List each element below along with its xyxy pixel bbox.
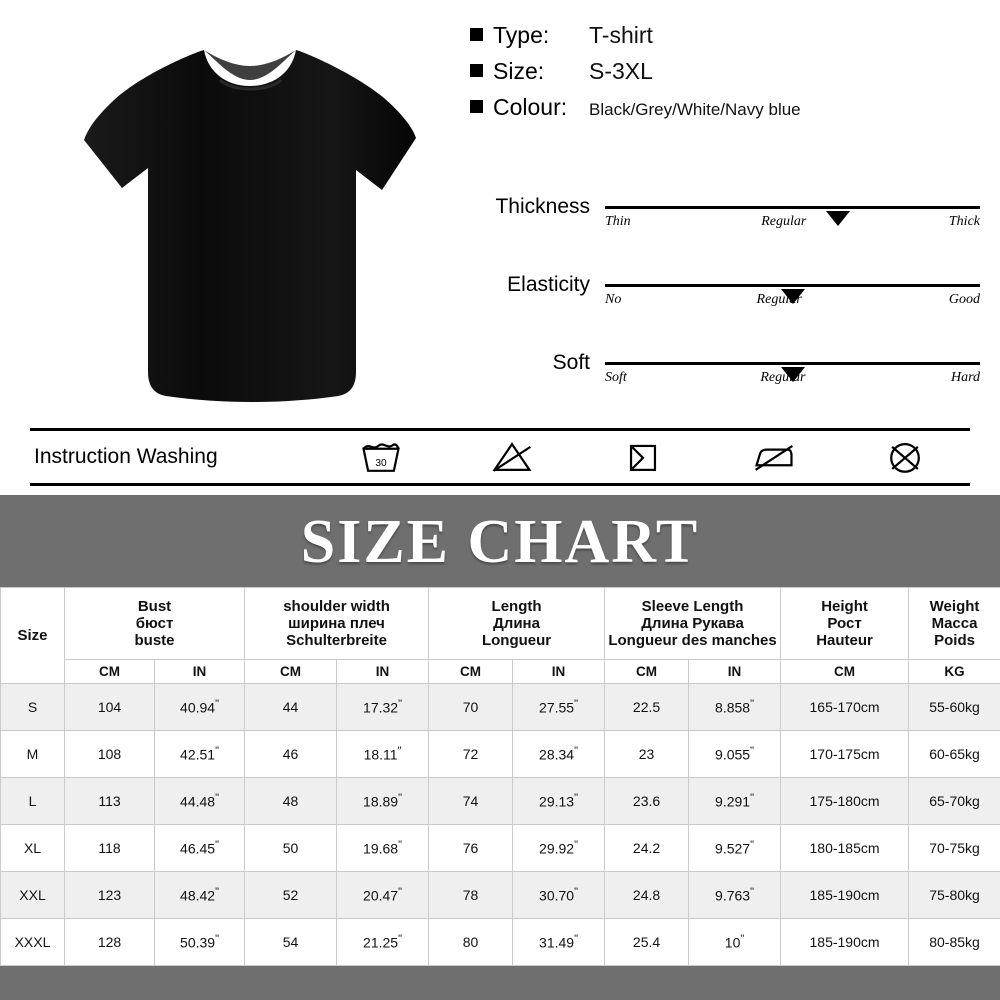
cell-size: XXXL bbox=[1, 919, 65, 966]
cell-length-cm: 74 bbox=[429, 778, 513, 825]
header-height: Height Рост Hauteur bbox=[781, 588, 909, 660]
header-sleeve: Sleeve Length Длина Рукава Longueur des manches bbox=[605, 588, 781, 660]
spec-row-colour bbox=[470, 94, 990, 121]
unit-shoulder-in: IN bbox=[337, 660, 429, 684]
cell-length-cm: 76 bbox=[429, 825, 513, 872]
washing-instructions bbox=[30, 428, 970, 486]
size-chart-section bbox=[0, 495, 1000, 1000]
unit-bust-cm: CM bbox=[65, 660, 155, 684]
meter-scale-low: No bbox=[605, 292, 622, 307]
spec-label-size: Size: bbox=[493, 58, 545, 84]
cell-bust-in: 42.51" bbox=[155, 731, 245, 778]
unit-length-cm: CM bbox=[429, 660, 513, 684]
meter-scale-elasticity bbox=[605, 292, 980, 308]
cell-sleeve-in: 9.527" bbox=[689, 825, 781, 872]
cell-length-in: 29.13" bbox=[513, 778, 605, 825]
cell-weight: 65-70kg bbox=[909, 778, 1000, 825]
meter-elasticity bbox=[470, 263, 980, 341]
cell-length-in: 29.92" bbox=[513, 825, 605, 872]
unit-shoulder-cm: CM bbox=[245, 660, 337, 684]
product-overview bbox=[0, 0, 1000, 495]
meter-scale-thickness bbox=[605, 214, 980, 230]
cell-sleeve-in: 9.291" bbox=[689, 778, 781, 825]
table-row bbox=[1, 919, 1000, 966]
cell-bust-in: 48.42" bbox=[155, 872, 245, 919]
cell-size: XXL bbox=[1, 872, 65, 919]
unit-height-cm: CM bbox=[781, 660, 909, 684]
cell-height: 165-170cm bbox=[781, 684, 909, 731]
size-chart-table bbox=[0, 587, 1000, 966]
cell-height: 175-180cm bbox=[781, 778, 909, 825]
washing-icon-row bbox=[315, 437, 970, 477]
unit-length-in: IN bbox=[513, 660, 605, 684]
cell-weight: 80-85kg bbox=[909, 919, 1000, 966]
meter-track bbox=[605, 284, 980, 287]
header-size: Size bbox=[1, 588, 65, 684]
spec-row-type bbox=[470, 22, 990, 49]
cell-length-cm: 72 bbox=[429, 731, 513, 778]
attribute-meters bbox=[470, 185, 980, 419]
table-header-main bbox=[1, 588, 1000, 660]
spec-value-type: T-shirt bbox=[589, 22, 653, 48]
meter-track bbox=[605, 362, 980, 365]
product-image bbox=[70, 20, 430, 420]
cell-sleeve-cm: 23 bbox=[605, 731, 689, 778]
cell-bust-cm: 118 bbox=[65, 825, 155, 872]
cell-bust-cm: 108 bbox=[65, 731, 155, 778]
meter-scale-high: Good bbox=[948, 292, 980, 307]
bullet-icon bbox=[470, 64, 483, 77]
cell-length-cm: 80 bbox=[429, 919, 513, 966]
cell-bust-in: 44.48" bbox=[155, 778, 245, 825]
size-chart-title: SIZE CHART bbox=[300, 508, 700, 576]
table-row bbox=[1, 872, 1000, 919]
meter-scale-soft bbox=[605, 370, 980, 386]
cell-shoulder-cm: 52 bbox=[245, 872, 337, 919]
cell-sleeve-in: 10" bbox=[689, 919, 781, 966]
cell-weight: 70-75kg bbox=[909, 825, 1000, 872]
cell-weight: 75-80kg bbox=[909, 872, 1000, 919]
cell-shoulder-cm: 50 bbox=[245, 825, 337, 872]
cell-bust-in: 50.39" bbox=[155, 919, 245, 966]
cell-size: S bbox=[1, 684, 65, 731]
cell-length-cm: 78 bbox=[429, 872, 513, 919]
meter-scale-low: Soft bbox=[605, 370, 627, 385]
cell-shoulder-cm: 46 bbox=[245, 731, 337, 778]
cell-weight: 60-65kg bbox=[909, 731, 1000, 778]
meter-track bbox=[605, 206, 980, 209]
meter-scale-mid: Regular bbox=[756, 292, 802, 307]
cell-size: XL bbox=[1, 825, 65, 872]
cell-sleeve-cm: 24.8 bbox=[605, 872, 689, 919]
spec-value-size: S-3XL bbox=[589, 58, 653, 84]
cell-size: L bbox=[1, 778, 65, 825]
cell-shoulder-in: 20.47" bbox=[337, 872, 429, 919]
cell-shoulder-in: 18.11" bbox=[337, 731, 429, 778]
unit-sleeve-in: IN bbox=[689, 660, 781, 684]
cell-bust-cm: 113 bbox=[65, 778, 155, 825]
meter-scale-mid: Regular bbox=[761, 214, 807, 229]
meter-scale-mid: Regular bbox=[760, 370, 806, 385]
cell-bust-in: 46.45" bbox=[155, 825, 245, 872]
spec-label-type: Type: bbox=[493, 22, 550, 48]
cell-height: 185-190cm bbox=[781, 919, 909, 966]
cell-shoulder-in: 21.25" bbox=[337, 919, 429, 966]
cell-length-in: 31.49" bbox=[513, 919, 605, 966]
meter-scale-low: Thin bbox=[605, 214, 631, 229]
cell-height: 185-190cm bbox=[781, 872, 909, 919]
washing-label: Instruction Washing bbox=[34, 445, 218, 468]
table-header-units bbox=[1, 660, 1000, 684]
meter-title-soft: Soft bbox=[552, 351, 590, 374]
table-row bbox=[1, 825, 1000, 872]
cell-height: 170-175cm bbox=[781, 731, 909, 778]
meter-title-elasticity: Elasticity bbox=[507, 273, 590, 296]
header-weight: Weight Macca Poids bbox=[909, 588, 1000, 660]
cell-bust-cm: 128 bbox=[65, 919, 155, 966]
bullet-icon bbox=[470, 100, 483, 113]
meter-soft bbox=[470, 341, 980, 419]
meter-thickness bbox=[470, 185, 980, 263]
cell-sleeve-cm: 22.5 bbox=[605, 684, 689, 731]
spec-label-colour: Colour: bbox=[493, 94, 568, 120]
tumble-dry-icon bbox=[620, 437, 666, 477]
cell-sleeve-cm: 25.4 bbox=[605, 919, 689, 966]
table-row bbox=[1, 684, 1000, 731]
spec-list bbox=[470, 22, 990, 130]
cell-length-in: 28.34" bbox=[513, 731, 605, 778]
cell-shoulder-in: 17.32" bbox=[337, 684, 429, 731]
header-shoulder: shoulder width ширина плеч Schulterbreite bbox=[245, 588, 429, 660]
meter-scale-high: Hard bbox=[950, 370, 980, 385]
cell-bust-in: 40.94" bbox=[155, 684, 245, 731]
cell-shoulder-cm: 54 bbox=[245, 919, 337, 966]
spec-value-colour: Black/Grey/White/Navy blue bbox=[589, 100, 801, 119]
unit-bust-in: IN bbox=[155, 660, 245, 684]
do-not-bleach-icon bbox=[489, 437, 535, 477]
do-not-dry-clean-icon bbox=[882, 437, 928, 477]
cell-bust-cm: 123 bbox=[65, 872, 155, 919]
bullet-icon bbox=[470, 28, 483, 41]
unit-weight-kg: KG bbox=[909, 660, 1000, 684]
cell-shoulder-in: 18.89" bbox=[337, 778, 429, 825]
cell-weight: 55-60kg bbox=[909, 684, 1000, 731]
table-row bbox=[1, 731, 1000, 778]
cell-length-in: 30.70" bbox=[513, 872, 605, 919]
table-row bbox=[1, 778, 1000, 825]
tshirt-illustration bbox=[70, 20, 430, 420]
cell-bust-cm: 104 bbox=[65, 684, 155, 731]
cell-length-in: 27.55" bbox=[513, 684, 605, 731]
cell-length-cm: 70 bbox=[429, 684, 513, 731]
cell-sleeve-in: 9.763" bbox=[689, 872, 781, 919]
do-not-iron-icon bbox=[751, 437, 797, 477]
table-body bbox=[1, 684, 1000, 966]
cell-shoulder-cm: 44 bbox=[245, 684, 337, 731]
meter-scale-high: Thick bbox=[948, 214, 980, 229]
cell-shoulder-cm: 48 bbox=[245, 778, 337, 825]
cell-sleeve-in: 8.858" bbox=[689, 684, 781, 731]
meter-title-thickness: Thickness bbox=[495, 195, 590, 218]
cell-height: 180-185cm bbox=[781, 825, 909, 872]
cell-sleeve-cm: 23.6 bbox=[605, 778, 689, 825]
cell-shoulder-in: 19.68" bbox=[337, 825, 429, 872]
spec-row-size bbox=[470, 58, 990, 85]
cell-size: M bbox=[1, 731, 65, 778]
wash-30-icon bbox=[358, 437, 404, 477]
header-length: Length Длина Longueur bbox=[429, 588, 605, 660]
cell-sleeve-in: 9.055" bbox=[689, 731, 781, 778]
cell-sleeve-cm: 24.2 bbox=[605, 825, 689, 872]
header-bust: Bust бюст buste bbox=[65, 588, 245, 660]
unit-sleeve-cm: CM bbox=[605, 660, 689, 684]
wash-temp-text: 30 bbox=[374, 458, 387, 470]
